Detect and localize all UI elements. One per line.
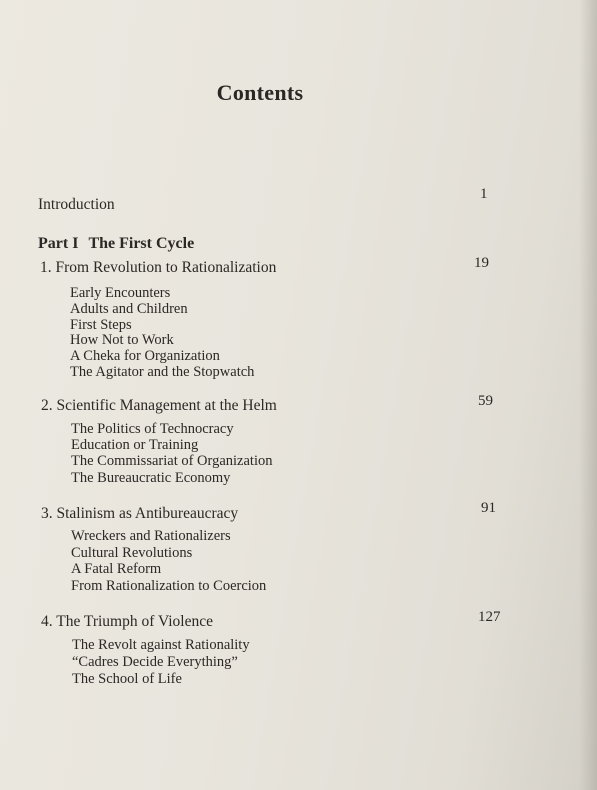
section-title: A Fatal Reform (71, 561, 162, 577)
chapter-page: 91 (481, 500, 496, 516)
chapter-title: 1. From Revolution to Rationalization (40, 259, 277, 276)
section-title: First Steps (70, 317, 132, 333)
part-label: Part I (38, 235, 79, 252)
section-title: Cultural Revolutions (71, 545, 193, 561)
section-title: The Revolt against Rationality (72, 637, 250, 653)
section-title: The School of Life (72, 671, 182, 687)
section-title: “Cadres Decide Everything” (72, 654, 238, 670)
section-title: The Commissariat of Organization (71, 453, 273, 469)
section-title: The Agitator and the Stopwatch (70, 364, 255, 380)
section-title: Education or Training (71, 437, 199, 453)
section-title: Early Encounters (70, 285, 171, 301)
introduction-title: Introduction (38, 196, 115, 213)
chapter-page: 127 (478, 609, 501, 625)
introduction-page: 1 (480, 186, 488, 202)
chapter-page: 59 (478, 393, 493, 409)
section-title: Wreckers and Rationalizers (71, 528, 231, 544)
page-edge-shadow (579, 0, 597, 790)
section-title: A Cheka for Organization (70, 348, 220, 364)
chapter-title: 3. Stalinism as Antibureaucracy (41, 505, 239, 522)
chapter-page: 19 (474, 255, 489, 271)
part-heading (38, 235, 194, 253)
part-title: The First Cycle (88, 235, 195, 252)
section-title: From Rationalization to Coercion (71, 578, 267, 594)
section-title: The Bureaucratic Economy (71, 470, 231, 486)
chapter-title: 4. The Triumph of Violence (41, 613, 214, 630)
contents-heading: Contents (216, 80, 304, 105)
chapter-title: 2. Scientific Management at the Helm (41, 397, 277, 414)
section-title: The Politics of Technocracy (71, 421, 234, 437)
section-title: How Not to Work (70, 332, 174, 348)
section-title: Adults and Children (70, 301, 188, 317)
